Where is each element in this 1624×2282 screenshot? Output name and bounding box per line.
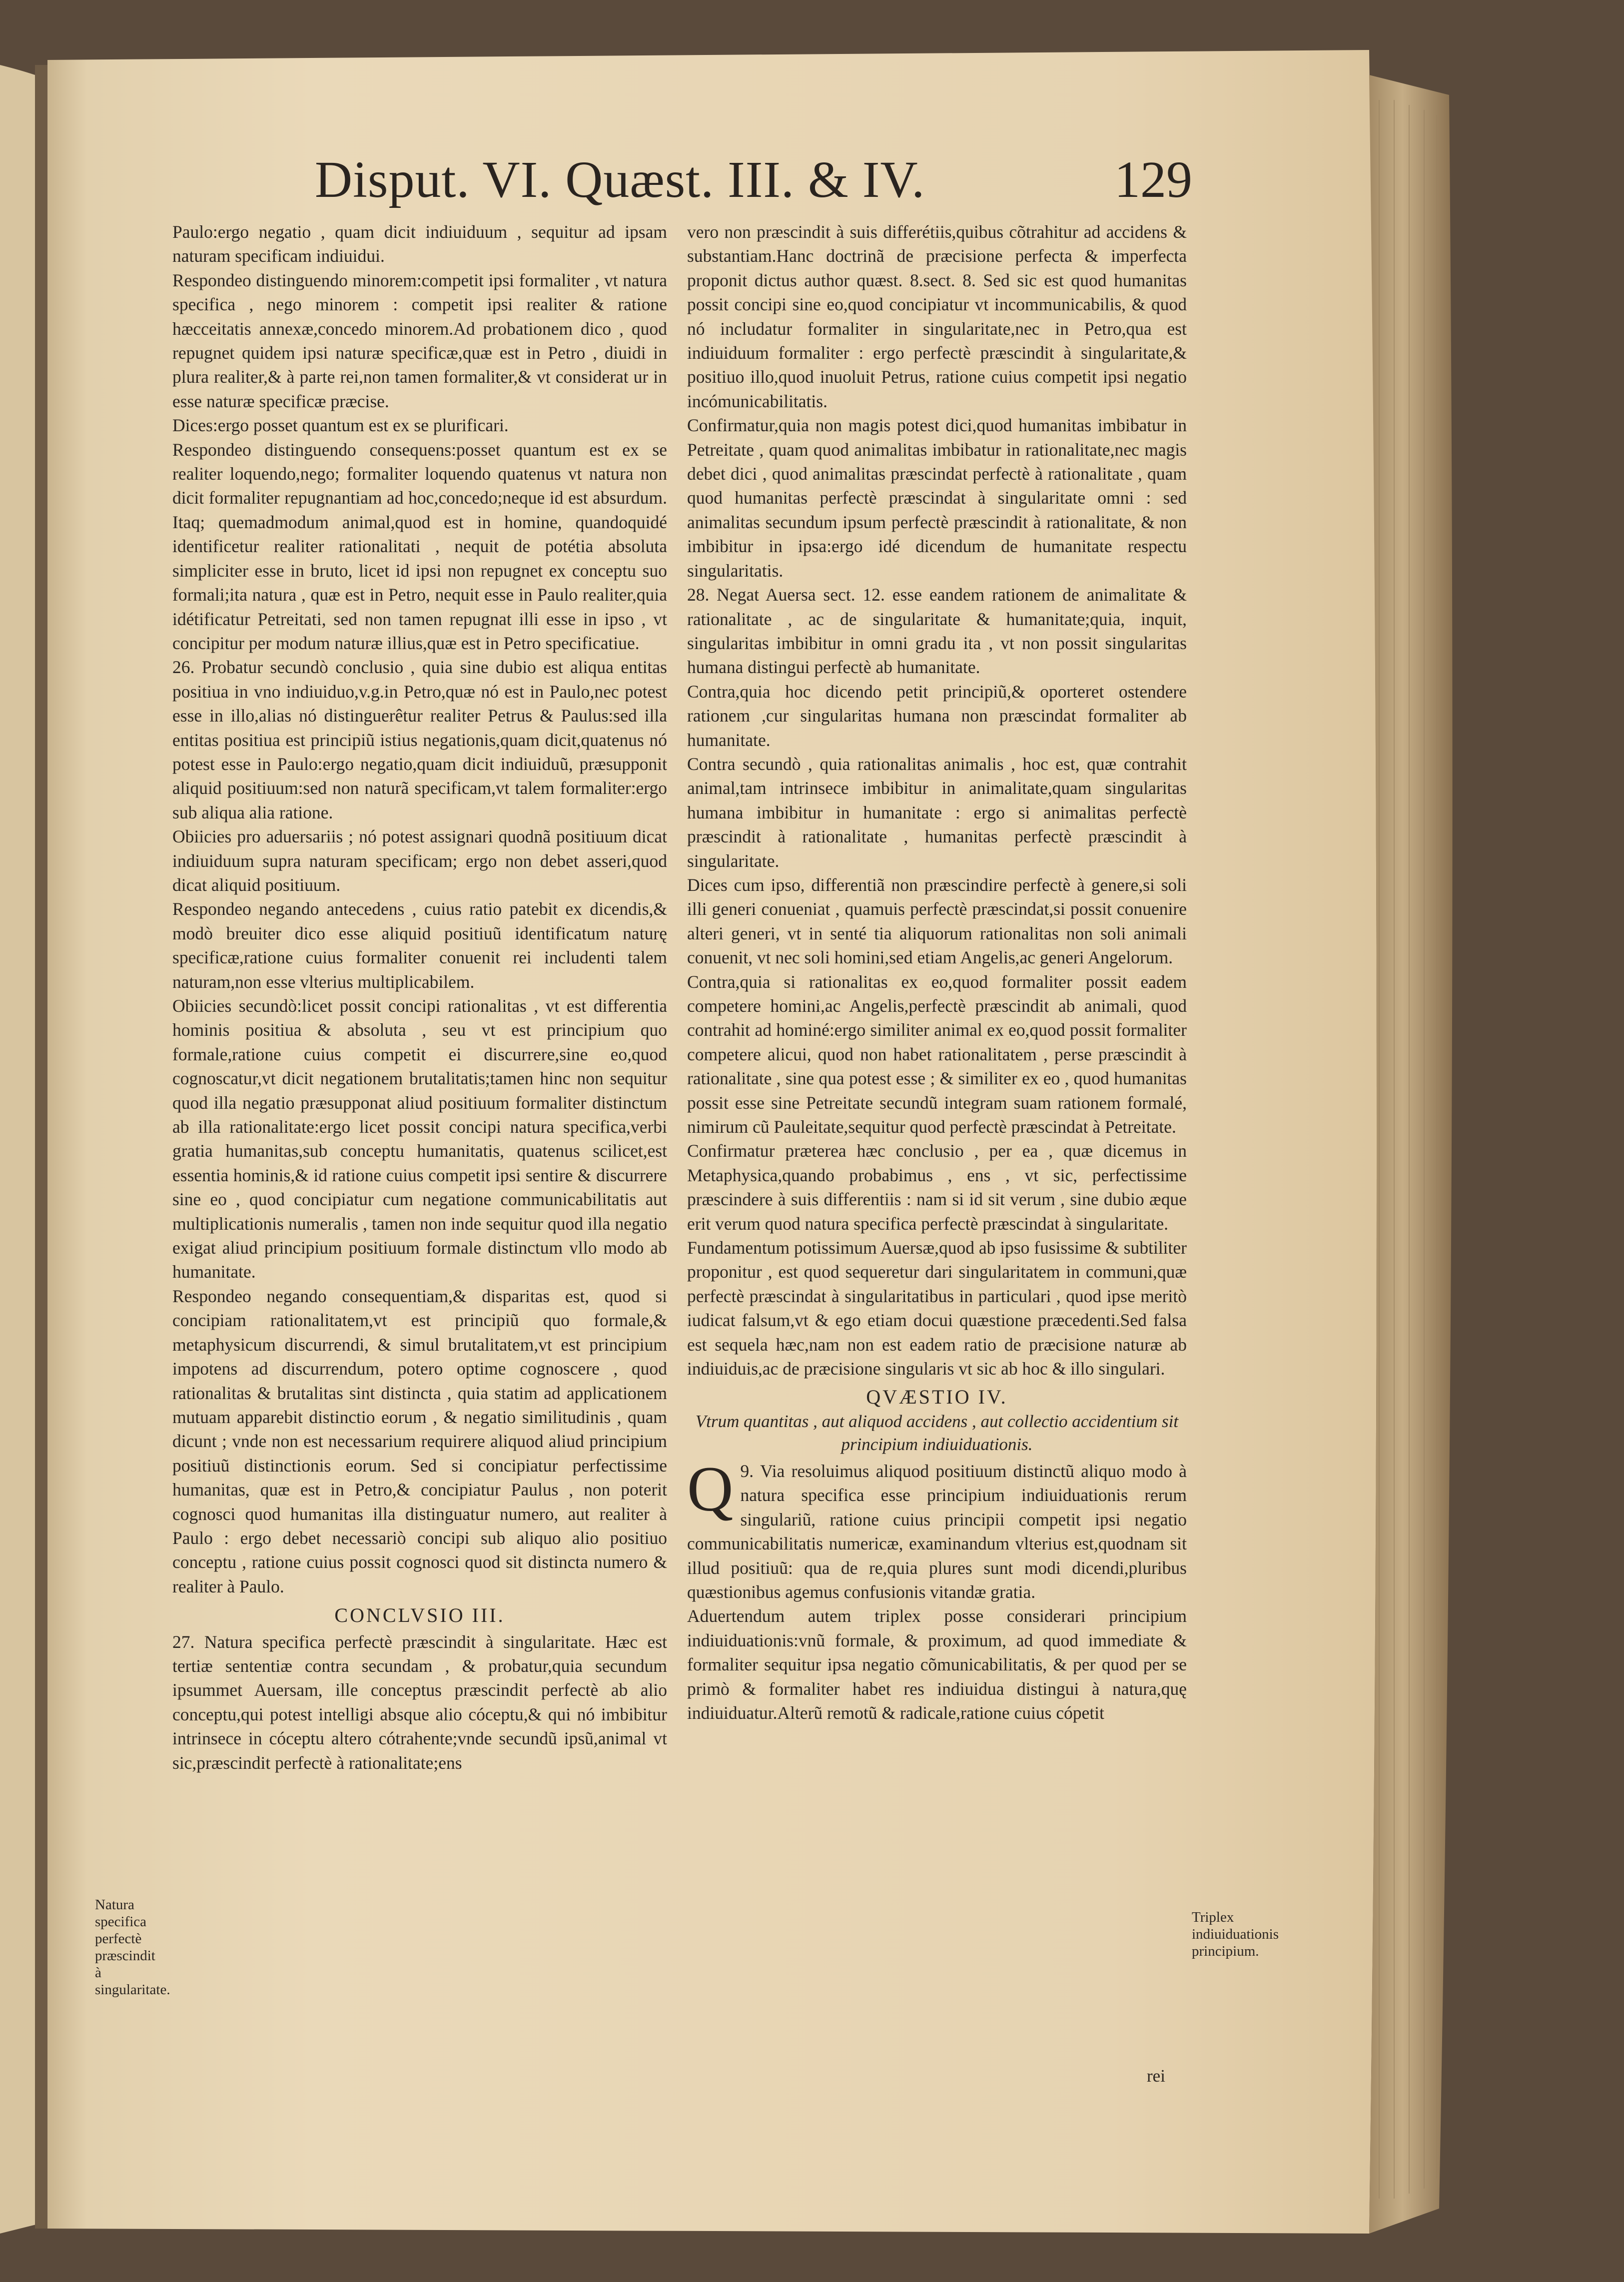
left-column <box>172 220 667 2089</box>
quaestio-heading: QVÆSTIO IV. <box>866 1385 1008 1408</box>
paragraph: Fundamentum potissimum Auersæ,quod ab ipso fusissime & subtiliter proponitur , est quod sequeretur dari singularitatem in communi,quæ perfectè præscindat à singularitatibus in particulari , quod ipse meritò iudicat falsum,vt & ego etiam docui quæstione præcedenti.Sed falsa est sequela hæc,nam non est eadem ratio de præcisione naturæ ab indiuiduis,ac de præcisione singularis vt sic ab hoc & illo singulari. <box>687 1238 1187 1379</box>
paragraph: Confirmatur præterea hæc conclusio , per ea , quæ dicemus in Metaphysica,quando probabimus , ens , vt sic, perfectissime præscindere à suis differentiis : nam si id sit verum , sine dubio æque erit verum quod natura specifica perfectè præscindat à singularitate. <box>687 1141 1187 1234</box>
drop-cap-initial: Q <box>687 1453 734 1524</box>
paragraph-text: Via resoluimus aliquod positiuum distinctũ aliquo modo à natura specifica esse principium indiuiduationis rerum singulariũ, ratione cuius principii competit ipsi negatio communicabilitatis numericæ, examinandum vlterius est,quodnam sit illud positiuũ: qua de re,quia plures sunt modi dicendi,pluribus quæstionibus agemus confusionis vitandæ gratia. <box>687 1461 1187 1602</box>
paragraph: 28. Negat Auersa sect. 12. esse eandem rationem de animalitate & rationalitate , ac de singularitate & humanitate;quia, inquit, singularitas imbibitur in omni gradu ita , vt non possit singularitas humana distingui perfectè ab humanitate. <box>687 585 1187 678</box>
paragraph-number: 9. <box>740 1461 754 1481</box>
left-margin-note: Natura specifica perfectè præscindit à singularitate. <box>95 1897 170 1998</box>
paragraph: Respondeo negando consequentiam,& disparitas est, quod si concipiam rationalitatem,vt est principiũ quo formale,& metaphysicum discurrendi, & simul brutalitatem,vt est principium impotens ad discurrendum, potero optime cognoscere , quod rationalitas & brutalitas sint distincta , quia statim ad applicationem mutuam apparebit distinctio eorum , & negatio similitudinis , quam dicunt ; vnde non est necessarium requirere aliquod aliud principium positiuũ distinctionis eorum. Sed si concipiatur perfectissime humanitas, quæ est in Petro,& concipiatur Paulus , non poterit cognosci quod humanitas illa distinguatur numero, aut realiter à Paulo : ergo debet necessariò concipi sub aliquo alio positiuo conceptu , ratione cuius possit cognosci quod sit distincta numero & realiter à Paulo. <box>172 1286 667 1596</box>
right-column <box>687 220 1187 2089</box>
paragraph: Contra secundò , quia rationalitas animalis , hoc est, quæ contrahit animal,tam intrinsece imbibitur in animalitate,quam singularitas humana imbibitur in humanitate : ergo si animalitas perfectè præscindit à rationalitate , humanitas perfectè præscindit à singularitate. <box>687 754 1187 871</box>
paragraph-with-initial <box>687 1453 1187 1604</box>
paragraph: Paulo:ergo negatio , quam dicit indiuiduum , sequitur ad ipsam naturam specificam indiuidui. <box>172 222 667 266</box>
paragraph: Confirmatur,quia non magis potest dici,quod humanitas imbibatur in Petreitate , quam quod animalitas imbibatur in rationalitate,nec magis debet dici , quod animalitas præscindat perfectè à rationalitate , quam quod humanitas perfectè præscindat à singularitate omni : sed animalitas secundum ipsum perfectè præscindit à rationalitate, & non imbibitur in ipsa:ergo idé dicendum de humanitate respectu singularitatis. <box>687 415 1187 581</box>
paragraph: Contra,quia si rationalitas ex eo,quod formaliter possit eadem competere homini,ac Angelis,perfectè præscindit ab animali, quod contrahit ad hominé:ergo similiter animal ex eo,quod possit formaliter competere alicui, quod non habet rationalitatem , perse præscindit à rationalitate , sine qua potest esse ; & similiter ex eo , quod humanitas possit esse sine Petreitate secundũ integram suam rationem formalé, nimirum cũ Pauleitate,sequitur quod perfectè præscindat à Petreitate. <box>687 971 1187 1137</box>
paragraph: Obiicies pro aduersariis ; nó potest assignari quodnã positiuum dicat indiuiduum supra naturam specificam; ergo non debet asseri,quod dicat aliquid positiuum. <box>172 826 667 895</box>
right-margin-note: Triplex indiuiduationis principium. <box>1192 1909 1279 1959</box>
page-header <box>0 150 1399 220</box>
quaestio-title: Vtrum quantitas , aut aliquod accidens , aut collectio accidentium sit principium indiuiduationis. <box>695 1411 1179 1454</box>
running-title: Disput. VI. Quæst. III. & IV. <box>315 151 925 208</box>
paragraph: Respondeo negando antecedens , cuius ratio patebit ex dicendis,& modò breuiter dico esse aliquid positiuũ identificatum naturę specificæ,ratione cuius formaliter conuenit rei includenti talem naturam,non esse vlterius multiplicabilem. <box>172 899 667 992</box>
paragraph: vero non præscindit à suis differétiis,quibus cõtrahitur ad accidens & substantiam.Hanc doctrinã de præcisione perfecta & imperfecta proponit dictus author quæst. 8.sect. 8. Sed sic est quod humanitas possit concipi sine eo,quod concipiatur vt incommunicabilis, & quod nó includatur formaliter in singularitate,nec in Petro,qua est indiuiduum formaliter : ergo perfectè præscindit à singularitate,& positiuo illo,quod inuoluit Petrus, ratione cuius competit ipsi negatio incómunicabilitatis. <box>687 222 1187 411</box>
paragraph: Dices:ergo posset quantum est ex se plurificari. <box>172 415 509 436</box>
paragraph: Contra,quia hoc dicendo petit principiũ,& oporteret ostendere rationem ,cur singularitas humana non præscindat formaliter ab humanitate. <box>687 681 1187 750</box>
paragraph: 26. Probatur secundò conclusio , quia sine dubio est aliqua entitas positiua in vno indiuiduo,v.g.in Petro,quæ nó est in Paulo,nec potest esse in illo,alias nó distinguerêtur realiter Petrus & Paulus:sed illa entitas positiua est principiũ istius negationis,quam dicit,quatenus nó potest esse in Paulo:ergo negatio,quam dicit indiuiduũ, præsupponit aliquid positiuum:sed non naturã specificam,vt talem formaliter:ergo sub aliqua alia ratione. <box>172 657 667 822</box>
catchword: rei <box>1147 2066 1165 2086</box>
page-number: 129 <box>1114 151 1192 208</box>
paragraph: Respondeo distinguendo minorem:competit ipsi formaliter , vt natura specifica , nego minorem : competit ipsi realiter & ratione hæcceitatis annexæ,concedo minorem.Ad probationem dico , quod repugnet quidem ipsi naturæ specificæ,quæ est in Petro , diuidi in plura realiter,& à parte rei,non tamen formaliter,& vt considerat ur in esse naturæ specificæ præcise. <box>172 270 667 411</box>
paragraph: Obiicies secundò:licet possit concipi rationalitas , vt est differentia hominis positiua & absoluta , seu vt est principium quo formale,ratione cuius competit ei discurrere,sine eo,quod cognoscatur,vt dicit negationem brutalitatis;tamen hinc non sequitur quod illa negatio præsupponat aliud positiuum formaliter distinctum ab illa rationalitate:ergo licet possit concipi natura specifica,verbi gratia humanitas,sub conceptu humanitatis, quatenus scilicet,est essentia hominis,& id ratione cuius competit ipsi sentire & discurrere sine eo , quod concipiatur cum negatione communicabilitatis aut multiplicationis numeralis , tamen non inde sequitur quod illa negatio exigat aliud principium positiuum formale distinctum vllo modo ab humanitate. <box>172 996 667 1282</box>
conclusion-paragraph: 27. Natura specifica perfectè præscindit à singularitate. Hæc est tertiæ sententiæ contra secundam , & probatur,quia secundum ipsummet Auersam, ille conceptus præscindit perfectè ab alio conceptu,qui potest intelligi absque alio cóceptu,& qui nó imbibitur intrinsece in cóceptu altero cótrahente;vnde secundũ ipsũ,animal vt sic,præscindit perfectè à rationalitate;ens <box>172 1631 667 1773</box>
paragraph: Aduertendum autem triplex posse considerari principium indiuiduationis:vnũ formale, & proximum, ad quod immediate & formaliter sequitur ipsa negatio cõmunicabilitatis, & per quod per se primò & formaliter habet res indiuidua distingui à natura,quę indiuiduatur.Alterũ remotũ & radicale,ratione cuius cópetit <box>687 1606 1187 1723</box>
conclusion-heading: CONCLVSIO III. <box>334 1604 505 1627</box>
paragraph: Respondeo distinguendo consequens:posset quantum est ex se realiter loquendo,nego; formaliter loquendo quatenus vt natura non dicit formaliter repugnantiam ad hoc,concedo;neque id est absurdum. Itaq; quemadmodum animal,quod est in homine, quandoquidé identificetur realiter rationalitati , nequit de potétia absoluta simpliciter esse in bruto, licet id ipsi non repugnet ex conceptu suo formali;ita natura , quæ est in Petro, nequit esse in Paulo realiter,quia idétificatur Petreitati, sed non tamen repugnat illi esse in ipso , vt concipitur per modum naturæ illius,quæ est in Petro specificatiue. <box>172 439 667 653</box>
paragraph: Dices cum ipso, differentiã non præscindire perfectè à genere,si soli illi generi conueniat , quamuis perfectè præscindat,si possit conuenire alteri generi, vt in senté tia aliquorum rationalitas non soli animali conuenit, vt nec soli homini,sed etiam Angelis,ac generi Angelorum. <box>687 874 1187 968</box>
